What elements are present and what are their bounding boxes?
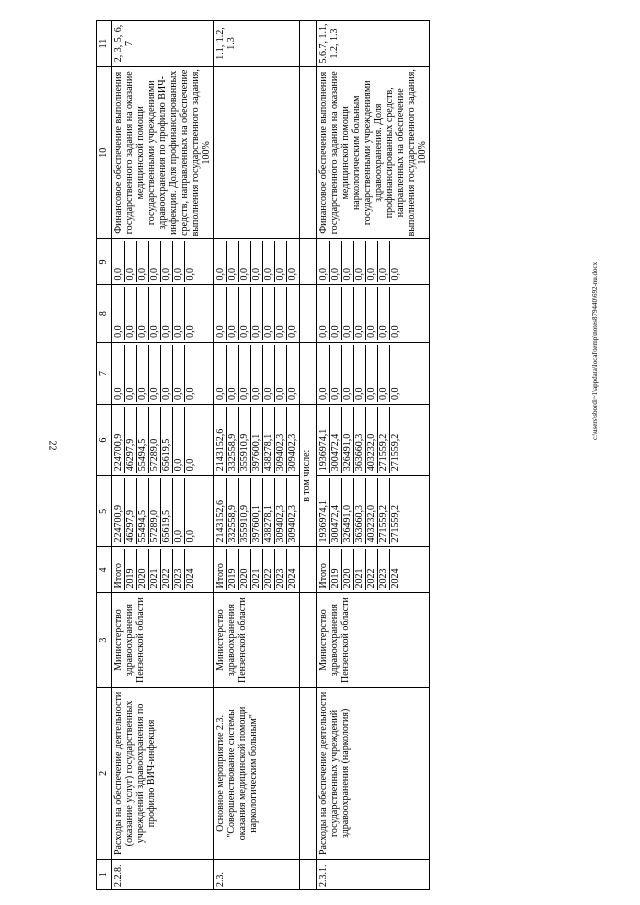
value-cell: 332558,9: [227, 407, 239, 473]
row-name: Расходы на обеспечение деятельности (оказание услуг) государственных учреждений здравоохранения по профилю ВИЧ-инфекция: [112, 687, 214, 859]
value-cell: 0,0: [185, 267, 196, 281]
value-cell: 309402,3: [275, 478, 287, 544]
value-list: [113, 345, 196, 402]
value-cell: 0,0: [251, 241, 263, 282]
row-name: Расходы на обеспечение деятельности государственных учреждений здравоохранения (наркология): [317, 687, 430, 859]
value-cell: 0,0: [275, 241, 287, 282]
value-cell: 0,0: [227, 241, 239, 282]
value-cell: 0,0: [125, 287, 137, 339]
value-list: [318, 241, 401, 282]
value-cell: 0,0: [113, 241, 125, 282]
value-list: [215, 407, 298, 473]
value-cell: 355910,9: [239, 478, 251, 544]
value-cell: 326491,0: [342, 407, 354, 473]
value-cell: 0,0: [215, 287, 227, 339]
value-cell: 0,0: [287, 267, 298, 281]
value-cell: 0,0: [149, 241, 161, 282]
value-cell: 2023: [378, 550, 390, 591]
value-cell: 2020: [342, 550, 354, 591]
value-cell: 0,0: [239, 345, 251, 402]
value-cell: 0,0: [275, 345, 287, 402]
value-cell: 2143152,6: [215, 407, 227, 473]
value-cell: 2022: [366, 550, 378, 591]
value-cell: 0,0: [330, 345, 342, 402]
table-row: [317, 21, 430, 890]
value-list: [318, 550, 401, 591]
value-cell: 2020: [137, 550, 149, 591]
value-cell: 2020: [239, 550, 251, 591]
value-cell: 2019: [125, 550, 137, 591]
value-cell: 224700,9: [113, 478, 125, 544]
row-number: 2.3.1.: [317, 860, 430, 890]
row-number: 2.2.8.: [112, 860, 214, 890]
value-cell: 2024: [185, 568, 196, 589]
value-cell: 2024: [287, 568, 298, 589]
value-list: [113, 550, 196, 591]
value-cell: 363660,3: [354, 478, 366, 544]
value-cell: 271559,2: [378, 478, 390, 544]
value-cell: 355910,9: [239, 407, 251, 473]
row-links: 5.6.7, 1.1, 1.2, 1.3: [317, 21, 430, 67]
value-cell: 0,0: [227, 345, 239, 402]
value-cell: 0,0: [227, 287, 239, 339]
value-cell: 2022: [263, 550, 275, 591]
value-cell: 0,0: [137, 287, 149, 339]
col-header: 7: [97, 342, 112, 404]
value-cell: 0,0: [185, 530, 196, 543]
value-cell: 0,0: [354, 345, 366, 402]
footer-path: c:\users\sbordi~1\appdata\local\temp\notes879440\692-nu.docx: [591, 261, 599, 440]
value-cell: 0,0: [173, 478, 185, 544]
value-cell: 0,0: [354, 241, 366, 282]
value-cell: 271559,2: [390, 505, 401, 543]
value-cell: 57289,0: [149, 407, 161, 473]
rotated-table-wrapper: [96, 20, 586, 890]
value-cell: 2022: [161, 550, 173, 591]
value-cell: 0,0: [185, 325, 196, 338]
value-cell: 0,0: [239, 241, 251, 282]
value-cell: 0,0: [287, 387, 298, 400]
row-links: 1.1, 1.2, 1.3: [214, 21, 300, 67]
value-cell: 0,0: [390, 267, 401, 281]
value-cell: 271559,2: [390, 433, 401, 472]
value-cell: 438278,1: [263, 478, 275, 544]
value-cell: 0,0: [113, 345, 125, 402]
value-cell: 309402,3: [275, 407, 287, 473]
value-cell: 65619,5: [161, 478, 173, 544]
col-header: 9: [97, 239, 112, 285]
table-row: [112, 21, 214, 890]
value-cell: 0,0: [215, 241, 227, 282]
value-cell: 0,0: [318, 241, 330, 282]
value-cell: 0,0: [378, 241, 390, 282]
value-cell: 2023: [275, 550, 287, 591]
value-cell: 0,0: [137, 345, 149, 402]
value-cell: 0,0: [161, 241, 173, 282]
value-cell: 0,0: [239, 287, 251, 339]
value-list: [215, 345, 298, 402]
value-cell: 397600,1: [251, 478, 263, 544]
value-cell: 0,0: [263, 287, 275, 339]
value-cell: 46297,9: [125, 478, 137, 544]
value-cell: 0,0: [161, 287, 173, 339]
row-agency: Министерство здравоохранения Пензенской области: [112, 593, 214, 687]
col-header: 5: [97, 476, 112, 547]
row-links: 2, 3, 5, 6, 7: [112, 21, 214, 67]
value-cell: 0,0: [173, 287, 185, 339]
value-list: [215, 478, 298, 544]
value-cell: 332558,9: [227, 478, 239, 544]
value-cell: Итого: [113, 550, 125, 591]
value-cell: 0,0: [173, 241, 185, 282]
value-cell: 0,0: [378, 345, 390, 402]
value-cell: 0,0: [330, 287, 342, 339]
value-cell: 1936974,1: [318, 478, 330, 544]
value-cell: 0,0: [390, 325, 401, 338]
value-cell: 0,0: [149, 287, 161, 339]
value-cell: 0,0: [342, 241, 354, 282]
value-cell: 0,0: [263, 241, 275, 282]
value-cell: 2143152,6: [215, 478, 227, 544]
value-cell: 2019: [330, 550, 342, 591]
value-cell: 0,0: [215, 345, 227, 402]
col-header: 8: [97, 285, 112, 342]
value-cell: 0,0: [173, 345, 185, 402]
value-cell: 0,0: [251, 345, 263, 402]
value-cell: Итого: [318, 550, 330, 591]
value-cell: 397600,1: [251, 407, 263, 473]
value-cell: 0,0: [342, 287, 354, 339]
row-indicator: Финансовое обеспечение выполнения государственного задания на оказание медицинской помощи государственными учреждениями здравоохранения по профилю ВИЧ-инфекция. Доля профинансированных средств, направленных на обеспечение выполнения государственного задания, 100%: [112, 67, 214, 239]
value-cell: 2021: [354, 550, 366, 591]
value-list: [318, 478, 401, 544]
row-number: 2.3.: [214, 860, 300, 890]
value-cell: 0,0: [185, 458, 196, 472]
value-list: [113, 407, 196, 473]
row-name: Основное мероприятие 2.3. "Совершенствование системы оказания медицинской помощи наркологическим больным": [214, 687, 300, 859]
value-cell: 0,0: [251, 287, 263, 339]
value-cell: 0,0: [185, 387, 196, 400]
value-cell: 65619,5: [161, 407, 173, 473]
in-that-number-label: в том числе:: [300, 404, 317, 547]
value-cell: 2021: [251, 550, 263, 591]
value-list: [318, 287, 401, 339]
value-cell: 0,0: [287, 325, 298, 338]
value-cell: 0,0: [113, 287, 125, 339]
value-cell: 0,0: [366, 345, 378, 402]
value-list: [215, 287, 298, 339]
value-cell: 300472,4: [330, 407, 342, 473]
row-agency: Министерство здравоохранения Пензенской области: [317, 593, 430, 687]
value-cell: 55494,5: [137, 407, 149, 473]
value-cell: 0,0: [378, 287, 390, 339]
value-cell: 271559,2: [378, 407, 390, 473]
value-cell: 363660,3: [354, 407, 366, 473]
value-cell: 326491,0: [342, 478, 354, 544]
value-cell: 300472,4: [330, 478, 342, 544]
value-cell: 0,0: [366, 241, 378, 282]
value-cell: 224700,9: [113, 407, 125, 473]
value-cell: 57289,0: [149, 478, 161, 544]
value-cell: 0,0: [149, 345, 161, 402]
value-cell: 0,0: [354, 287, 366, 339]
value-cell: 2024: [390, 568, 401, 589]
col-header: 10: [97, 67, 112, 239]
value-list: [113, 287, 196, 339]
value-cell: 2023: [173, 550, 185, 591]
value-list: [215, 241, 298, 282]
in-that-number-row: [300, 21, 317, 890]
value-cell: 403232,0: [366, 478, 378, 544]
col-header: 4: [97, 547, 112, 593]
value-cell: 403232,0: [366, 407, 378, 473]
value-cell: Итого: [215, 550, 227, 591]
row-agency: Министерство здравоохранения Пензенской области: [214, 593, 300, 687]
value-cell: 0,0: [366, 287, 378, 339]
value-cell: 0,0: [390, 387, 401, 400]
row-indicator: Финансовое обеспечение выполнения государственного задания на оказание медицинской помощи наркологическим больным государственными учреждениями здравоохранения. Доля профинансированных средств, направленных на обеспечение выполнения государственного задания, 100%: [317, 67, 430, 239]
table-row: [214, 21, 300, 890]
col-header: 6: [97, 404, 112, 475]
value-cell: 0,0: [275, 287, 287, 339]
value-cell: 0,0: [125, 345, 137, 402]
value-list: [113, 478, 196, 544]
value-cell: 309402,3: [287, 433, 298, 472]
value-cell: 0,0: [173, 407, 185, 473]
value-list: [113, 241, 196, 282]
value-cell: 0,0: [137, 241, 149, 282]
page-number: 22: [46, 440, 58, 451]
value-cell: 2019: [227, 550, 239, 591]
col-header: 3: [97, 593, 112, 687]
value-cell: 438278,1: [263, 407, 275, 473]
value-cell: 0,0: [318, 287, 330, 339]
value-cell: 0,0: [318, 345, 330, 402]
value-cell: 55494,5: [137, 478, 149, 544]
header-row: [97, 21, 112, 890]
value-cell: 0,0: [125, 241, 137, 282]
value-cell: 309402,3: [287, 505, 298, 543]
value-cell: 0,0: [161, 345, 173, 402]
value-cell: 0,0: [263, 345, 275, 402]
value-cell: 0,0: [330, 241, 342, 282]
col-header: 1: [97, 860, 112, 890]
value-cell: 0,0: [342, 345, 354, 402]
value-list: [215, 550, 298, 591]
value-cell: 2021: [149, 550, 161, 591]
col-header: 11: [97, 21, 112, 67]
col-header: 2: [97, 687, 112, 859]
value-list: [318, 407, 401, 473]
row-indicator: [214, 67, 300, 239]
value-cell: 1936974,1: [318, 407, 330, 473]
budget-table: [96, 20, 430, 890]
value-list: [318, 345, 401, 402]
value-cell: 46297,9: [125, 407, 137, 473]
